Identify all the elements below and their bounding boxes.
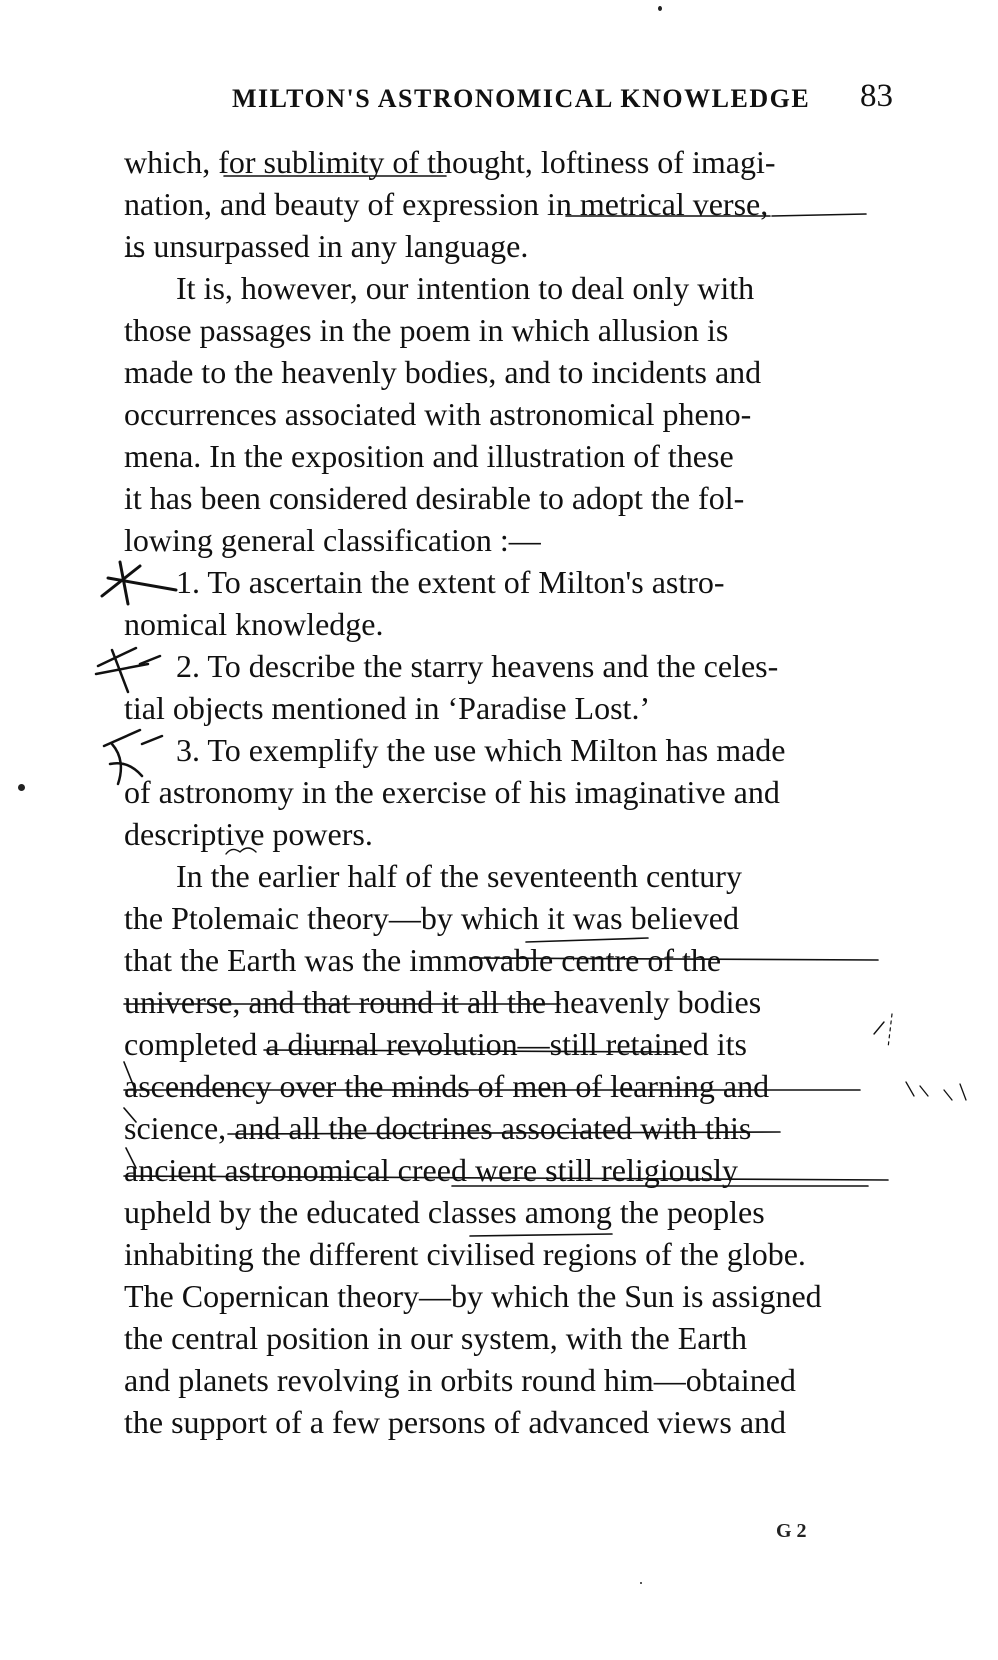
list-item: 2. To describe the starry heavens and the celes-	[176, 648, 779, 684]
text-line: It is, however, our intention to deal only with	[176, 270, 755, 306]
running-title: MILTON'S ASTRONOMICAL KNOWLEDGE	[232, 84, 811, 113]
text-line: that the Earth was the immovable centre of the	[124, 942, 722, 978]
text-line: nation, and beauty of expression in metrical verse,	[124, 186, 769, 222]
ink-speck	[18, 784, 25, 791]
text-line: universe, and that round it all the heavenly bodies	[124, 984, 762, 1020]
asterisk-mark-icon	[102, 562, 176, 604]
caret-mark-icon	[874, 1022, 884, 1034]
text-line: mena. In the exposition and illustration of these	[124, 438, 734, 474]
text-line: those passages in the poem in which allusion is	[124, 312, 729, 348]
page-number: 83	[860, 78, 893, 114]
text-line: lowing general classification :—	[124, 522, 541, 558]
text-line: science, and all the doctrines associated with this	[124, 1110, 752, 1146]
text-line: the Ptolemaic theory—by which it was believed	[124, 900, 739, 936]
margin-mark-icon	[906, 1082, 966, 1100]
text-line: completed a diurnal revolution—still retained its	[124, 1026, 747, 1062]
text-line: In the earlier half of the seventeenth century	[176, 858, 742, 894]
text-line: it has been considered desirable to adopt the fol-	[124, 480, 745, 516]
text-line: inhabiting the different civilised regions of the globe.	[124, 1236, 806, 1272]
list-item: 3. To exemplify the use which Milton has made	[176, 732, 786, 768]
list-item: 1. To ascertain the extent of Milton's astro-	[176, 564, 725, 600]
text-line: occurrences associated with astronomical pheno-	[124, 396, 752, 432]
text-line: ascendency over the minds of men of learning and	[124, 1068, 770, 1104]
ink-speck	[658, 6, 662, 11]
text-line: the central position in our system, with the Earth	[124, 1320, 747, 1356]
text-line: The Copernican theory—by which the Sun is assigned	[124, 1278, 822, 1314]
asterisk-mark-icon	[96, 648, 160, 692]
text-line: ancient astronomical creed were still religiously	[124, 1152, 738, 1188]
signature-mark: G 2	[776, 1520, 807, 1542]
text-line: is unsurpassed in any language.	[124, 228, 529, 264]
margin-mark-icon	[888, 1014, 892, 1048]
text-line: nomical knowledge.	[124, 606, 384, 642]
text-line: which, for sublimity of thought, loftiness of imagi-	[124, 144, 776, 180]
text-line: made to the heavenly bodies, and to incidents and	[124, 354, 762, 390]
page-header	[0, 76, 998, 120]
text-line: descriptive powers.	[124, 816, 373, 852]
text-line: of astronomy in the exercise of his imaginative and	[124, 774, 780, 810]
ink-speck	[640, 1582, 642, 1584]
text-line: and planets revolving in orbits round him—obtained	[124, 1362, 796, 1398]
text-line: the support of a few persons of advanced views and	[124, 1404, 787, 1440]
text-line: tial objects mentioned in ‘Paradise Lost.’	[124, 690, 651, 726]
text-line: upheld by the educated classes among the peoples	[124, 1194, 765, 1230]
